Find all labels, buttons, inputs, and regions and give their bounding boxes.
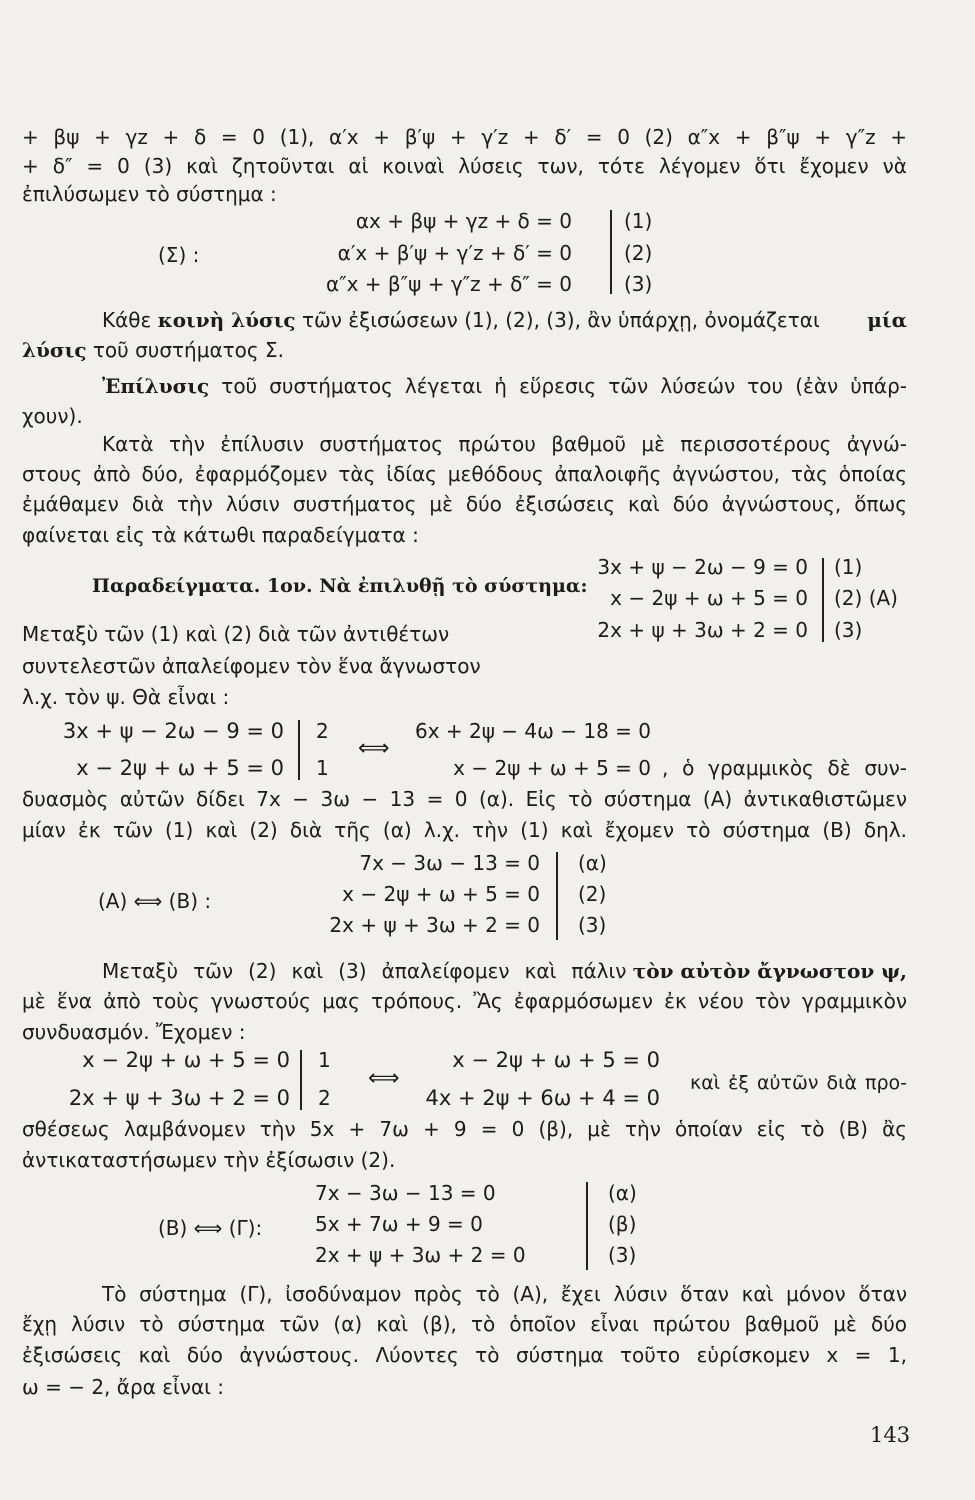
- equation-tag: (1): [834, 555, 863, 579]
- text-span: τοῦ συστήματος Σ.: [86, 338, 284, 362]
- equation: 4x + 2ψ + 6ω + 4 = 0: [425, 1086, 660, 1110]
- multiplier: 1: [316, 756, 329, 780]
- text-line: ἀντικαταστήσωμεν τὴν ἐξίσωσιν (2).: [22, 1148, 396, 1172]
- equivalence-arrow: ⟺: [368, 1066, 400, 1091]
- equation-tag: (2): [578, 882, 607, 906]
- text-span: Κάθε: [102, 308, 158, 332]
- equation: 5x + 7ω + 9 = 0: [315, 1212, 483, 1236]
- equation: 7x − 3ω − 13 = 0: [359, 851, 540, 875]
- definition-line: [102, 373, 907, 399]
- text-line: ἐμάθαμεν διὰ τὴν λύσιν συστήματος μὲ δύο ἐξισώσεις καὶ δύο ἀγνώστους, ὅπως: [22, 492, 907, 516]
- multiplier: 1: [318, 1048, 331, 1072]
- equation: 2x + ψ + 3ω + 2 = 0: [315, 1243, 526, 1267]
- text-line: συνδυασμόν. Ἔχομεν :: [22, 1020, 246, 1044]
- text-line: Κατὰ τὴν ἐπίλυσιν συστήματος πρώτου βαθμοῦ μὲ περισσοτέρους ἀγνώ-: [102, 432, 907, 456]
- equation-tag: (3): [578, 913, 607, 937]
- text-span: τῶν ἐξισώσεων (1), (2), (3), ἂν ὑπάρχῃ, ὀνομάζεται: [295, 308, 827, 332]
- text-line: , ὁ γραμμικὸς δὲ συν-: [662, 756, 907, 780]
- term-bold: τὸν αὐτὸν ἄγνωστον ψ,: [632, 959, 907, 983]
- multiplier-bar: [298, 720, 300, 780]
- text-line: χουν).: [22, 404, 83, 428]
- equation-tag: (3): [834, 618, 863, 642]
- text-line: + δ″ = 0 (3) καὶ ζητοῦνται αἱ κοιναὶ λύσεις των, τότε λέγομεν ὅτι ἔχομεν νὰ: [22, 154, 907, 178]
- equation-tag: (2) (A): [834, 586, 898, 610]
- equivalence-arrow: ⟺: [358, 736, 390, 761]
- text-line: ἔχῃ λύσιν τὸ σύστημα τῶν (α) καὶ (β), τὸ ὁποῖον εἶναι πρώτου βαθμοῦ μὲ δύο: [22, 1312, 907, 1336]
- text-line: λ.χ. τὸν ψ. Θὰ εἶναι :: [22, 685, 230, 709]
- equation-tag: (β): [608, 1212, 637, 1236]
- text-line: φαίνεται εἰς τὰ κάτωθι παραδείγματα :: [22, 523, 419, 547]
- equation-tag: (1): [624, 209, 653, 233]
- equation: 3x + ψ − 2ω − 9 = 0: [597, 555, 808, 579]
- multiplier-bar: [300, 1050, 302, 1110]
- term-bold: λύσις: [22, 338, 87, 362]
- equation: α″x + β″ψ + γ″z + δ″ = 0: [325, 272, 572, 296]
- text-span: τοῦ συστήματος λέγεται ἡ εὕρεσις τῶν λύσεών του (ἐὰν ὑπάρ-: [209, 374, 907, 398]
- equation: α′x + β′ψ + γ′z + δ′ = 0: [337, 241, 572, 265]
- text-line: μίαν ἐκ τῶν (1) καὶ (2) διὰ τῆς (α) λ.χ. τὴν (1) καὶ ἔχομεν τὸ σύστημα (B) δηλ.: [22, 818, 907, 842]
- system-brace: [610, 210, 612, 294]
- equation-tag: (3): [624, 272, 653, 296]
- term-bold: μία: [867, 308, 907, 332]
- equation: 7x − 3ω − 13 = 0: [315, 1181, 496, 1205]
- equation: x − 2ψ + ω + 5 = 0: [610, 586, 808, 610]
- equation-tag: (2): [624, 241, 653, 265]
- system-label: (A) ⟺ (B) :: [98, 889, 212, 913]
- equation: x − 2ψ + ω + 5 = 0: [82, 1048, 290, 1072]
- term-bold: Ἐπίλυσις: [102, 374, 210, 398]
- system-label: (Σ) :: [158, 243, 200, 267]
- text-line: συντελεστῶν ἀπαλείφομεν τὸν ἕνα ἄγνωστον: [22, 654, 481, 678]
- text-line: Τὸ σύστημα (Γ), ἰσοδύναμον πρὸς τὸ (A), ἔχει λύσιν ὅταν καὶ μόνον ὅταν: [102, 1282, 907, 1306]
- page-number: 143: [870, 1423, 911, 1447]
- equation: 2x + ψ + 3ω + 2 = 0: [329, 913, 540, 937]
- text-line: + βψ + γz + δ = 0 (1), α′x + β′ψ + γ′z + δ′ = 0 (2) α″x + β″ψ + γ″z +: [22, 125, 907, 149]
- text-line: στους ἀπὸ δύο, ἐφαρμόζομεν τὰς ἰδίας μεθόδους ἀπαλοιφῆς ἀγνώστου, τὰς ὁποίας: [22, 462, 907, 486]
- definition-line: [102, 307, 907, 333]
- text-line: ἐξισώσεις καὶ δύο ἀγνώστους. Λύοντες τὸ σύστημα τοῦτο εὑρίσκομεν x = 1,: [22, 1343, 907, 1367]
- equation-tag: (α): [578, 851, 607, 875]
- text-line: δυασμὸς αὐτῶν δίδει 7x − 3ω − 13 = 0 (α). Εἰς τὸ σύστημα (A) ἀντικαθιστῶμεν: [22, 787, 907, 811]
- equation-tag: (α): [608, 1181, 637, 1205]
- equation: αx + βψ + γz + δ = 0: [355, 209, 572, 233]
- text-line: ἐπιλύσωμεν τὸ σύστημα :: [22, 182, 277, 206]
- definition-line: [22, 337, 284, 363]
- text-line: καὶ ἐξ αὐτῶν διὰ προ-: [690, 1072, 907, 1094]
- equation: x − 2ψ + ω + 5 = 0: [452, 1048, 660, 1072]
- text-line: μὲ ἕνα ἀπὸ τοὺς γνωστούς μας τρόπους. Ἂς ἐφαρμόσωμεν ἐκ νέου τὸν γραμμικὸν: [22, 989, 907, 1013]
- text-span: Μεταξὺ τῶν (2) καὶ (3) ἀπαλείφομεν καὶ πάλιν: [102, 959, 633, 983]
- multiplier: 2: [318, 1086, 331, 1110]
- text-line: Μεταξὺ τῶν (1) καὶ (2) διὰ τῶν ἀντιθέτων: [22, 622, 450, 646]
- multiplier: 2: [316, 719, 329, 743]
- equation-tag: (3): [608, 1243, 637, 1267]
- system-brace: [586, 1182, 588, 1270]
- equation: 6x + 2ψ − 4ω − 18 = 0: [414, 719, 651, 743]
- equation: x − 2ψ + ω + 5 = 0: [453, 756, 651, 780]
- system-brace: [556, 852, 558, 940]
- term-bold: κοινὴ λύσις: [157, 308, 296, 332]
- text-line: [102, 958, 907, 984]
- text-line: σθέσεως λαμβάνομεν τὴν 5x + 7ω + 9 = 0 (β), μὲ τὴν ὁποίαν εἰς τὸ (B) ἂς: [22, 1117, 907, 1141]
- system-brace: [822, 558, 824, 642]
- system-label: (B) ⟺ (Γ):: [158, 1216, 263, 1240]
- text-line: ω = − 2, ἄρα εἶναι :: [22, 1375, 224, 1399]
- equation: 2x + ψ + 3ω + 2 = 0: [68, 1086, 290, 1110]
- equation: x − 2ψ + ω + 5 = 0: [76, 756, 284, 780]
- equation: x − 2ψ + ω + 5 = 0: [342, 882, 540, 906]
- equation: 2x + ψ + 3ω + 2 = 0: [597, 618, 808, 642]
- equation: 3x + ψ − 2ω − 9 = 0: [62, 719, 284, 743]
- example-heading: Παραδείγματα. 1ον. Νὰ ἐπιλυθῇ τὸ σύστημα:: [92, 575, 588, 597]
